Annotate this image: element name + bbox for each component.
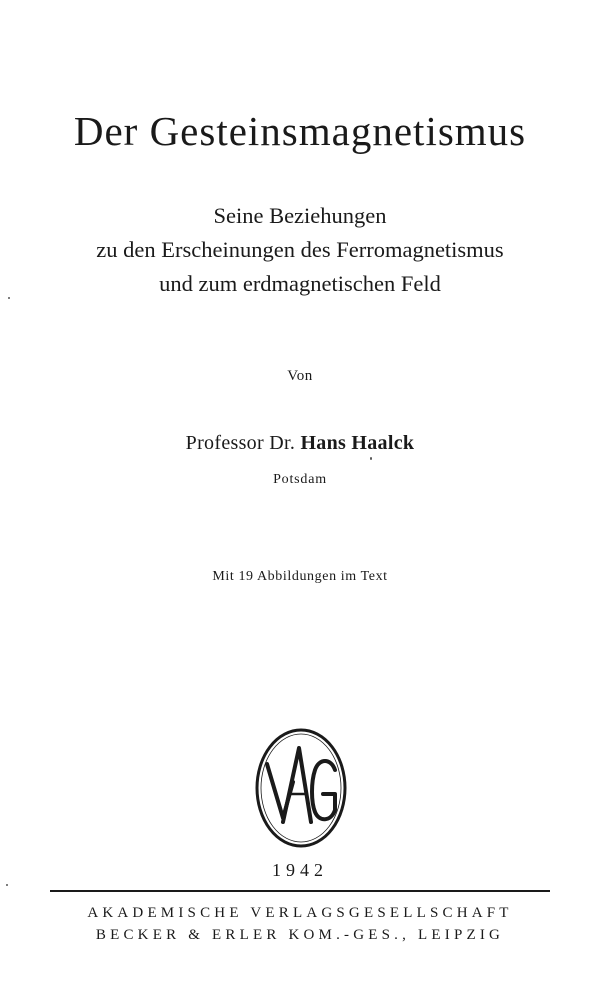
publisher-block [0,902,600,946]
paper-speck [370,457,372,460]
author-location: Potsdam [273,472,327,487]
subtitle-block [0,199,600,301]
publication-year: 1942 [272,860,328,880]
author-name: Hans Haalck [300,432,415,454]
subtitle-line-2: zu den Erscheinungen des Ferromagnetismus [96,237,504,262]
by-label: Von [287,368,313,384]
book-title: Der Gesteinsmagnetismus [73,108,527,154]
divider [50,890,550,892]
publisher-line-1: AKADEMISCHE VERLAGSGESELLSCHAFT [87,905,513,921]
paper-speck [8,297,10,299]
publisher-line-2: BECKER & ERLER KOM.-GES., LEIPZIG [95,927,505,943]
subtitle-line-1: Seine Beziehungen [213,203,387,228]
figures-note: Mit 19 Abbildungen im Text [212,569,388,584]
publisher-monogram-icon [253,726,349,850]
author-prefix: Professor Dr. [185,432,296,454]
author-line [0,432,600,455]
subtitle-line-3: und zum erdmagnetischen Feld [159,271,441,296]
paper-speck [6,884,8,886]
